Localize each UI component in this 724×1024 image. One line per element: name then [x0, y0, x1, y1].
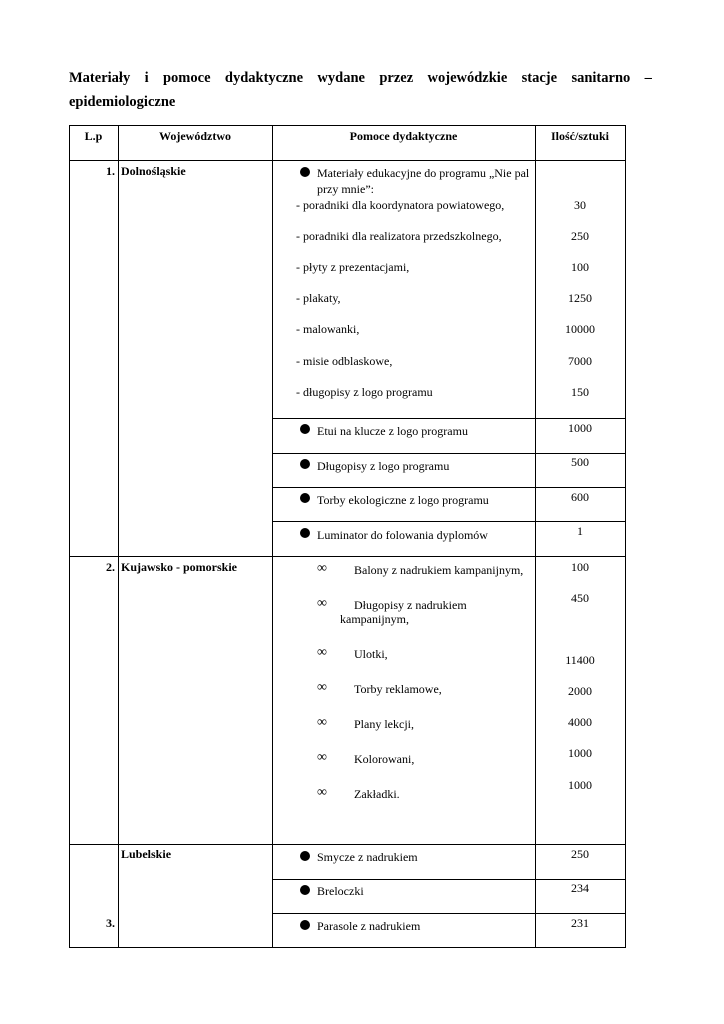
title-line-1: [69, 66, 652, 90]
row1-item-qty: 150: [571, 385, 589, 399]
bullet-dot-icon: [300, 851, 310, 861]
header-aids: Pomoce dydaktyczne: [349, 129, 458, 143]
row1-extra-qty: 600: [571, 490, 589, 504]
row1-extra-label: Luminator do folowania dyplomów: [317, 528, 488, 542]
title-word: –: [644, 70, 652, 86]
title-word: dydaktyczne: [224, 70, 304, 86]
row1-item-label: - plakaty,: [296, 291, 341, 305]
grid-line: [272, 453, 626, 454]
bullet-dot-icon: [300, 424, 310, 434]
infinity-bullet-icon: ∞: [317, 680, 327, 695]
row1-extra-label: Etui na klucze z logo programu: [317, 424, 468, 438]
title-word: Materiały: [69, 70, 131, 86]
grid-line: [272, 913, 626, 914]
row1-item-qty: 250: [571, 229, 589, 243]
grid-line: [69, 844, 626, 845]
grid-line: [69, 125, 626, 126]
title-line-2: epidemiologiczne: [69, 94, 176, 110]
grid-line: [272, 418, 626, 419]
grid-line: [118, 125, 119, 948]
row1-extra-label: Torby ekologiczne z logo programu: [317, 493, 489, 507]
row2-item-label-cont: kampanijnym,: [340, 612, 409, 626]
row1-item-label: - płyty z prezentacjami,: [296, 260, 410, 274]
row3-item-qty: 234: [571, 881, 589, 895]
row1-item-label: - poradniki dla koordynatora powiatowego,: [296, 198, 505, 212]
row1-program-line1: Materiały edukacyjne do programu „Nie pal: [317, 166, 530, 180]
row1-item-label: - misie odblaskowe,: [296, 354, 393, 368]
grid-line: [625, 125, 626, 948]
row2-lp: 2.: [106, 560, 115, 574]
row2-item-label: Balony z nadrukiem kampanijnym,: [354, 563, 524, 577]
title-word: pomoce: [162, 70, 211, 86]
row2-item-qty: 450: [571, 591, 589, 605]
bullet-dot-icon: [300, 885, 310, 895]
row3-item-label: Breloczki: [317, 884, 364, 898]
row2-item-qty: 2000: [568, 684, 592, 698]
row1-item-qty: 1250: [568, 291, 592, 305]
row2-region: Kujawsko - pomorskie: [121, 560, 238, 574]
grid-line: [272, 879, 626, 880]
infinity-bullet-icon: ∞: [317, 645, 327, 660]
row1-item-label: - malowanki,: [296, 322, 360, 336]
header-lp: L.p: [84, 129, 103, 143]
row2-item-qty: 11400: [565, 653, 595, 667]
bullet-dot-icon: [300, 493, 310, 503]
row1-item-qty: 100: [571, 260, 589, 274]
row1-extra-label: Długopisy z logo programu: [317, 459, 450, 473]
row1-item-qty: 30: [574, 198, 586, 212]
grid-line: [272, 125, 273, 948]
title-word: i: [144, 70, 149, 86]
title-word: stacje: [521, 70, 558, 86]
title-word: wojewódzkie: [427, 70, 508, 86]
row2-item-qty: 100: [571, 560, 589, 574]
infinity-bullet-icon: ∞: [317, 785, 327, 800]
infinity-bullet-icon: ∞: [317, 596, 327, 611]
infinity-bullet-icon: ∞: [317, 715, 327, 730]
grid-line: [69, 160, 626, 161]
document-title: [69, 66, 652, 114]
row1-extra-qty: 1: [577, 524, 583, 538]
grid-line: [69, 947, 626, 948]
bullet-dot-icon: [300, 459, 310, 469]
title-word: sanitarno: [571, 70, 631, 86]
grid-line: [69, 556, 626, 557]
row3-region: Lubelskie: [121, 847, 172, 861]
title-word: przez: [379, 70, 414, 86]
row2-item-label: Kolorowani,: [354, 752, 415, 766]
grid-line: [272, 521, 626, 522]
bullet-dot-icon: [300, 920, 310, 930]
grid-line: [69, 125, 70, 948]
row1-program-line2: przy mnie”:: [317, 182, 374, 196]
row2-item-label: Długopisy z nadrukiem: [354, 598, 467, 612]
row3-item-qty: 250: [571, 847, 589, 861]
bullet-dot-icon: [300, 528, 310, 538]
row1-region: Dolnośląskie: [121, 164, 186, 178]
row1-extra-qty: 500: [571, 455, 589, 469]
infinity-bullet-icon: ∞: [317, 750, 327, 765]
row2-item-qty: 4000: [568, 715, 592, 729]
row1-item-label: - długopisy z logo programu: [296, 385, 433, 399]
row1-item-label: - poradniki dla realizatora przedszkolnego,: [296, 229, 502, 243]
infinity-bullet-icon: ∞: [317, 561, 327, 576]
row1-extra-qty: 1000: [568, 421, 592, 435]
row3-lp: 3.: [106, 916, 115, 930]
header-region: Województwo: [159, 129, 231, 143]
row1-item-qty: 7000: [568, 354, 592, 368]
row2-item-qty: 1000: [568, 778, 592, 792]
row2-item-qty: 1000: [568, 746, 592, 760]
row1-item-qty: 10000: [565, 322, 595, 336]
title-word: wydane: [317, 70, 365, 86]
row2-item-label: Zakładki.: [354, 787, 400, 801]
row3-item-label: Parasole z nadrukiem: [317, 919, 421, 933]
grid-line: [272, 487, 626, 488]
row2-item-label: Ulotki,: [354, 647, 388, 661]
row2-item-label: Plany lekcji,: [354, 717, 414, 731]
header-qty: Ilość/sztuki: [550, 129, 609, 143]
bullet-dot-icon: [300, 167, 310, 177]
row2-item-label: Torby reklamowe,: [354, 682, 442, 696]
row3-item-qty: 231: [571, 916, 589, 930]
row1-lp: 1.: [106, 164, 115, 178]
row3-item-label: Smycze z nadrukiem: [317, 850, 418, 864]
